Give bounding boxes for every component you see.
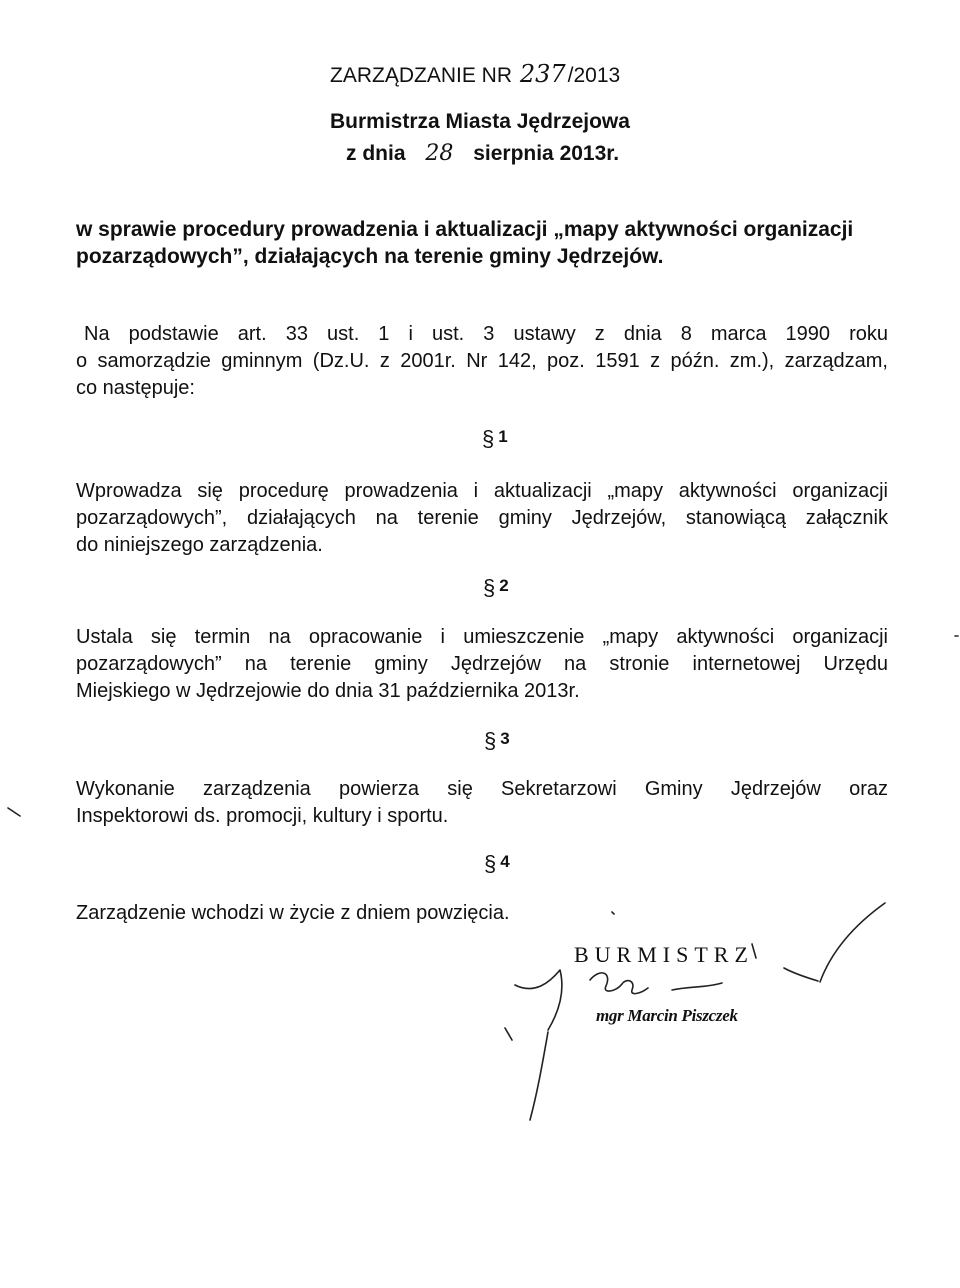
subject-line: pozarządowych”, działających na terenie gminy Jędrzejów. (76, 245, 664, 268)
signature-stroke (530, 1032, 548, 1120)
section-number: 4 (500, 852, 510, 871)
section-line: pozarządowych” na terenie gminy Jędrzejów na stronie internetowej Urzędu (76, 653, 888, 675)
legal-basis (76, 321, 888, 402)
document-date (346, 141, 619, 166)
section-number: 2 (499, 576, 509, 595)
section-body-2 (76, 624, 888, 705)
document-subject (76, 216, 853, 270)
section-body-4 (76, 900, 888, 927)
section-number: 1 (498, 427, 508, 446)
subject-line: w sprawie procedury prowadzenia i aktualizacji „mapy aktywności organizacji (76, 218, 854, 241)
section-body-1 (76, 478, 888, 559)
signature-stroke (505, 1028, 512, 1040)
signature-stroke (515, 970, 562, 1030)
signature-stroke (784, 968, 818, 981)
paragraph-symbol: § (484, 728, 497, 753)
date-prefix: z dnia (346, 142, 406, 165)
legal-basis-line: o samorządzie gminnym (Dz.U. z 2001r. Nr 142, poz. 1591 z późn. zm.), zarządzam, (76, 350, 888, 372)
signature-stroke (8, 808, 20, 816)
handwritten-order-number: 237 (519, 60, 566, 88)
stamp-name: mgr Marcin Piszczek (596, 1006, 738, 1025)
section-number: 3 (500, 729, 510, 748)
section-line: Wprowadza się procedurę prowadzenia i aktualizacji „mapy aktywności organizacji (76, 480, 888, 502)
section-line: do niniejszego zarządzenia. (76, 534, 323, 556)
paragraph-symbol: § (482, 426, 495, 451)
section-line: Ustala się termin na opracowanie i umieszczenie „mapy aktywności organizacji (76, 626, 888, 648)
section-heading-2 (483, 575, 509, 601)
section-line: Miejskiego w Jędrzejowie do dnia 31 października 2013r. (76, 680, 580, 702)
section-line: Inspektorowi ds. promocji, kultury i sportu. (76, 805, 449, 827)
section-body-3 (76, 776, 888, 830)
section-heading-1 (482, 426, 508, 452)
paragraph-symbol: § (483, 575, 496, 600)
section-line: Zarządzenie wchodzi w życie z dniem powzięcia. (76, 902, 510, 924)
document-title (330, 60, 620, 88)
handwritten-date-day: 28 (425, 141, 454, 166)
issuer: Burmistrza Miasta Jędrzejowa (330, 110, 630, 133)
signature-stroke (672, 983, 722, 990)
legal-basis-line: Na podstawie art. 33 ust. 1 i ust. 3 ustawy z dnia 8 marca 1990 roku (84, 323, 888, 345)
legal-basis-line: co następuje: (76, 377, 195, 399)
section-line: pozarządowych”, działających na terenie gminy Jędrzejów, stanowiącą załącznik (76, 507, 888, 529)
section-heading-4 (484, 851, 510, 877)
section-heading-3 (484, 728, 510, 754)
section-line: Wykonanie zarządzenia powierza się Sekretarzowi Gminy Jędrzejów oraz (76, 778, 888, 800)
paragraph-symbol: § (484, 851, 497, 876)
signature-stroke (590, 973, 648, 994)
title-year: /2013 (567, 64, 621, 87)
stamp-title: BURMISTRZ (574, 942, 754, 967)
title-prefix: ZARZĄDZANIE NR (330, 64, 513, 87)
date-suffix: sierpnia 2013r. (473, 142, 620, 165)
